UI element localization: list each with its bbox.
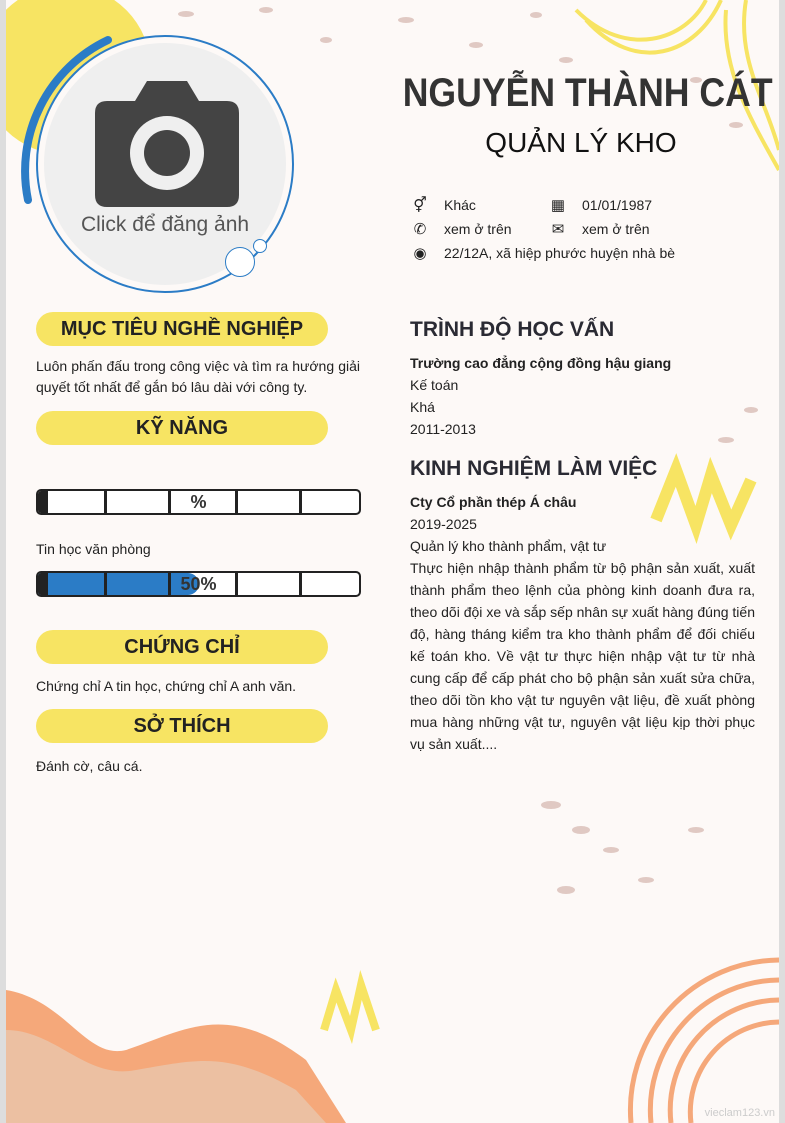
location-icon: ◉: [413, 245, 427, 262]
experience-description: Thực hiện nhập thành phẩm từ bộ phận sản xuất, xuất thành phẩm theo lệnh của phòng kinh doanh đưa ra, theo dõi đội xe và sắp sếp nhân sự xuất hàng đúng tiến độ, hàng tháng kiểm tra kho thành phẩm để đối chiếu kế toán kho. Về vật tư thực hiện nhập vật tư từ nhà cung cấp để cấp phát cho bộ phận sản xuất sửa chữa, theo dõi tồn kho vật tư nguyên vật liệu, đề xuất phòng mua hàng những vật tư, nguyên vật liệu kịp thời phục vụ sản xuất....: [410, 560, 755, 752]
job-title: QUẢN LÝ KHO: [485, 127, 677, 158]
cv-page: [6, 0, 779, 1123]
email: xem ở trên: [582, 221, 650, 237]
email-icon: ✉: [551, 221, 565, 238]
address: 22/12A, xã hiệp phước huyện nhà bè: [444, 245, 676, 261]
hobbies-text: Đánh cờ, câu cá.: [36, 758, 143, 774]
education-heading: TRÌNH ĐỘ HỌC VẤN: [410, 318, 615, 341]
company-name: Cty Cổ phần thép Á châu: [410, 494, 577, 510]
grade: Khá: [410, 399, 435, 415]
experience-heading: KINH NGHIỆM LÀM VIỆC: [410, 457, 658, 480]
calendar-icon: ▦: [550, 197, 566, 214]
skill-level-1: %: [190, 492, 207, 512]
watermark: vieclam123.vn: [704, 1107, 775, 1119]
photo-label: Click để đăng ảnh: [80, 213, 250, 236]
objective-text: Luôn phấn đấu trong công việc và tìm ra hướng giải quyết tốt nhất để gắn bó lâu dài với công ty.: [36, 358, 360, 395]
objective-heading: MỤC TIÊU NGHỀ NGHIỆP: [36, 312, 328, 346]
position: Quản lý kho thành phẩm, vật tư: [410, 538, 607, 554]
certificates-text: Chứng chỉ A tin học, chứng chỉ A anh văn.: [36, 678, 297, 694]
certificates-heading: CHỨNG CHỈ: [36, 630, 328, 664]
camera-icon: [95, 81, 239, 207]
school-name: Trường cao đẳng cộng đồng hậu giang: [410, 355, 672, 371]
birthday: 01/01/1987: [582, 197, 653, 213]
skill-bar-1: [36, 489, 361, 515]
phone: xem ở trên: [444, 221, 512, 237]
experience-period: 2019-2025: [410, 516, 477, 532]
gender: Khác: [444, 197, 476, 213]
major: Kế toán: [410, 377, 459, 393]
skill-level-2: 50%: [180, 574, 217, 594]
phone-icon: ✆: [413, 221, 427, 238]
hobbies-heading: SỞ THÍCH: [36, 709, 328, 743]
candidate-name: NGUYỄN THÀNH CÁT: [402, 71, 773, 115]
education-period: 2011-2013: [410, 421, 476, 437]
skills-heading: KỸ NĂNG: [36, 411, 328, 445]
gender-icon: ⚥: [413, 197, 427, 214]
skill-name-2: Tin học văn phòng: [36, 541, 151, 557]
photo-upload[interactable]: [36, 35, 294, 293]
skill-bar-2: [36, 571, 361, 597]
